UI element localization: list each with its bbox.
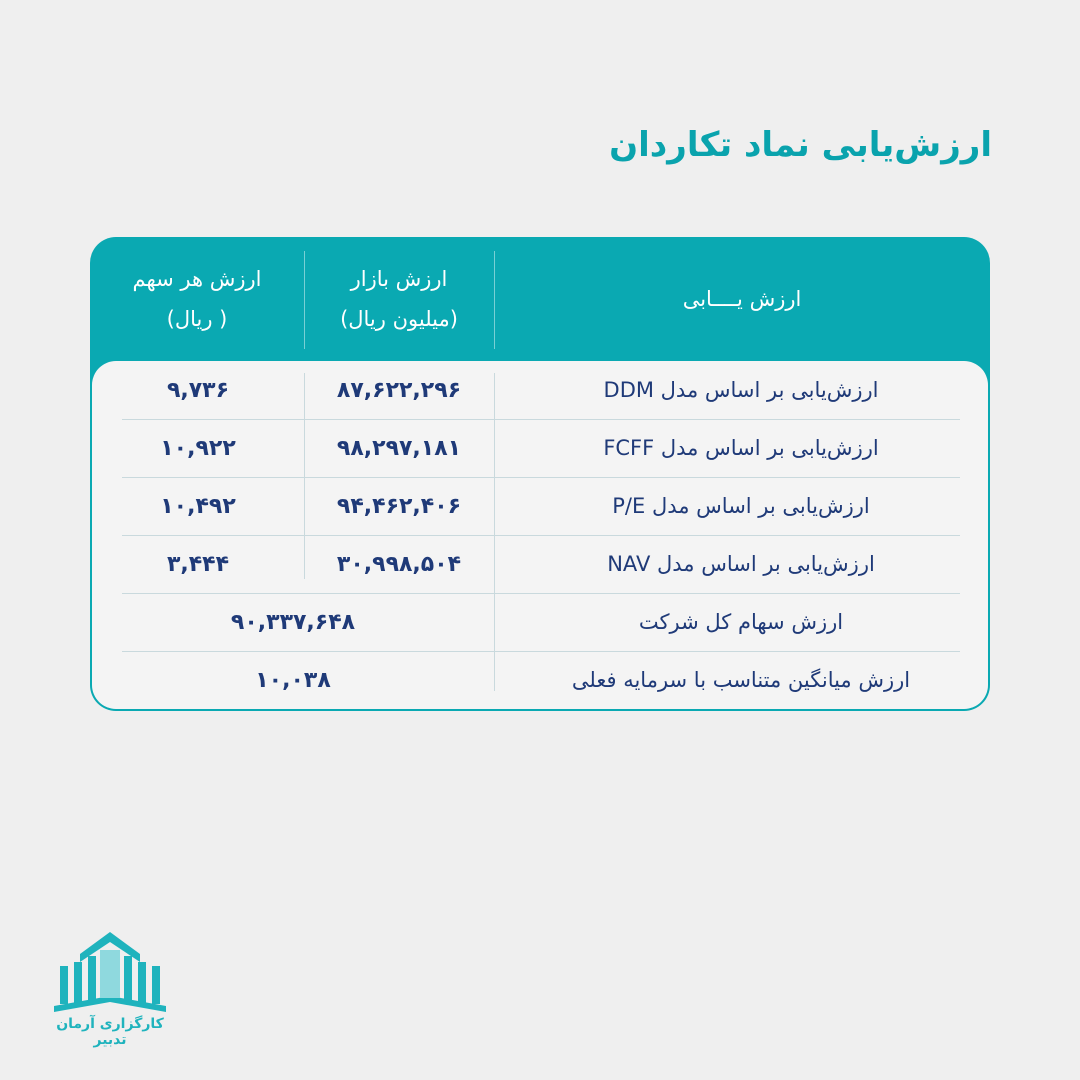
- row-method: ارزش‌یابی بر اساس مدل FCFF: [603, 436, 879, 460]
- valuation-table: [90, 237, 990, 711]
- page-title: ارزش‌یابی نماد تکاردان: [609, 125, 992, 165]
- row-method: ارزش‌یابی بر اساس مدل DDM: [603, 378, 879, 402]
- header-share-line1: ارزش هر سهم: [132, 267, 262, 291]
- brand-logo: [40, 922, 180, 1052]
- row-method: ارزش‌یابی بر اساس مدل P/E: [612, 494, 870, 518]
- summary-label: ارزش سهام کل شرکت: [638, 610, 844, 634]
- table-header: [90, 237, 990, 361]
- summary-row: [92, 593, 988, 651]
- row-market-value: ۹۸,۲۹۷,۱۸۱: [336, 435, 462, 461]
- header-share-value: [90, 237, 304, 361]
- row-share-value: ۱۰,۴۹۲: [160, 493, 236, 519]
- column-divider: [304, 373, 305, 579]
- header-market-line1: ارزش بازار: [350, 267, 448, 291]
- table-row: [92, 361, 988, 419]
- row-method: ارزش‌یابی بر اساس مدل NAV: [607, 552, 875, 576]
- brand-name: کارگزاری آرمان تدبیر: [56, 1016, 164, 1048]
- row-share-value: ۱۰,۹۲۲: [160, 435, 236, 461]
- row-share-value: ۳,۴۴۴: [166, 551, 230, 577]
- header-method: [494, 237, 990, 361]
- summary-value: ۹۰,۳۳۷,۶۴۸: [230, 609, 356, 635]
- header-method-label: ارزش یــــابی: [682, 287, 802, 311]
- header-market-line2: (میلیون ریال): [340, 307, 458, 331]
- table-row: [92, 477, 988, 535]
- summary-value: ۱۰,۰۳۸: [255, 667, 331, 693]
- column-divider: [494, 373, 495, 691]
- header-divider: [304, 251, 305, 349]
- header-divider: [494, 251, 495, 349]
- summary-row: [92, 651, 988, 709]
- table-row: [92, 419, 988, 477]
- header-market-value: [304, 237, 494, 361]
- table-body: [92, 361, 988, 709]
- row-share-value: ۹,۷۳۶: [166, 377, 230, 403]
- row-market-value: ۹۴,۴۶۲,۴۰۶: [336, 493, 462, 519]
- row-market-value: ۳۰,۹۹۸,۵۰۴: [336, 551, 462, 577]
- row-market-value: ۸۷,۶۲۲,۲۹۶: [336, 377, 462, 403]
- header-share-line2: ( ریال): [166, 307, 228, 331]
- summary-label: ارزش میانگین متناسب با سرمایه فعلی: [571, 668, 911, 692]
- table-row: [92, 535, 988, 593]
- building-icon: [40, 922, 180, 1014]
